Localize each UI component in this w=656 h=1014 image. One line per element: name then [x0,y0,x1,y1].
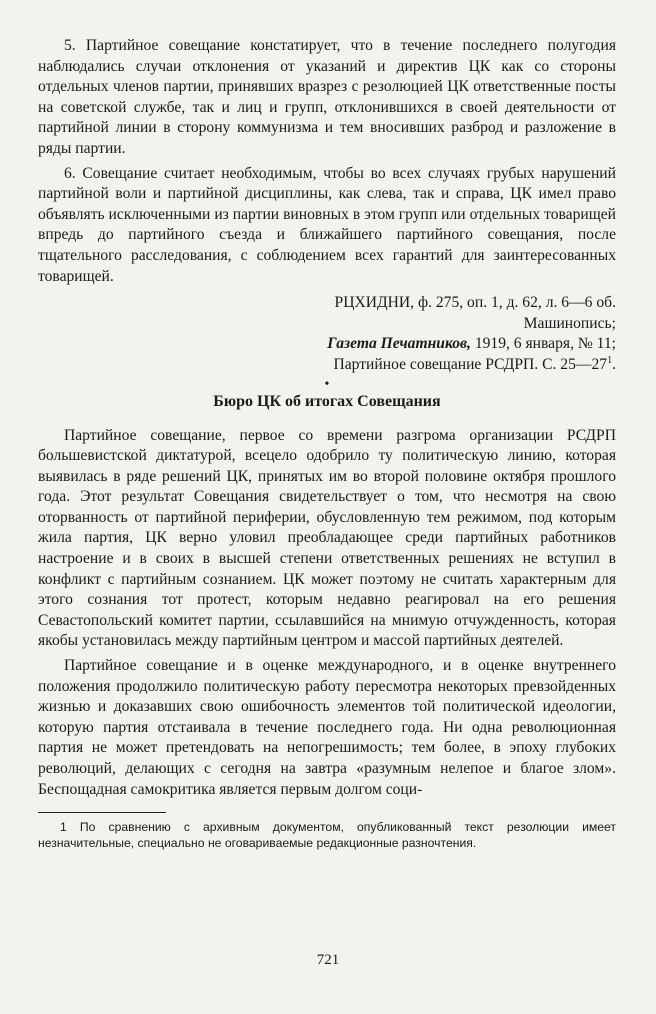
publication-text: Партийное совещание РСДРП. С. 25—27 [333,355,608,373]
footnote-number: 1 [60,820,67,835]
footnote-mark: 1 [607,354,613,366]
paragraph-6: 6. Совещание считает необходимым, чтобы во всех случаях грубых нарушений партийной воли и партийной дисциплины, как слева, так и справа, ЦК имел право объявлять исключенными из партии виновных в этом групп или отдельных товарищей впредь до партийного съезда и ближайшего партийного совещания, после тщательного расследования, с соблюдением всех гарантий для заинтересованных товарищей. [38,164,616,285]
paragraph-5: 5. Партийное совещание констатирует, что в течение последнего полугодия наблюдались случаи отклонения от указаний и директив ЦК как со стороны отдельных членов партии, принявших вразрез с резолюцией ЦК ответственные посты на советской службе, так и лиц и групп, отклонившихся в своей деятельности от партийной линии в сторону коммунизма и тем вносивших разброд и разложение в ряды партии. [38,37,616,157]
footnote-text: По сравнению с архивным документом, опубликованный текст резолюции имеет незначительные, специально не оговариваемые редакционные разночтения. [38,820,616,851]
paragraph-bureau-1: Партийное совещание, первое со времени разгрома организации РСДРП большевистской диктатурой, всецело одобрило ту политическую линию, которая выявилась в ряде решений ЦК, принятых им во второй половине октября прошлого года. Этот результат Совещания свидетельствует о том, что несмотря на свою оторванность от партийной периферии, обусловленную тем режимом, под которым жила партия, ЦК верно уловил преобладающее среди партийных работников настроение и в своих в высшей степени ответственных решениях не вступил в конфликт с партийным сознанием. ЦК может поэтому не считать характерным для этого сознания тот протест, которым недавно реагировал на его решения Севастопольский комитет партии, ссылавшийся на мнимую отчужденность, которая якобы установилась между партийным центром и массой партийных деятелей. [38,426,616,650]
document-type: Машинопись; [523,314,616,332]
publication-reference [38,355,616,376]
source-citation [38,293,616,375]
newspaper-details: 1919, 6 января, № 11; [470,335,616,353]
page-number: 721 [316,952,340,968]
newspaper-reference [38,334,616,355]
publication-end: . [612,355,616,373]
section-separator: • [324,376,330,392]
archive-reference: РЦХИДНИ, ф. 275, оп. 1, д. 62, л. 6—6 об. [334,294,616,312]
paragraph-bureau-2: Партийное совещание и в оценке международного, и в оценке внутреннего положения продолжило политическую работу пересмотра некоторых превзойденных жизнью и доказавших свою ошибочность элементов той политической идеологии, которую партия отстаивала в течение последнего года. Ни одна революционная партия не может претендовать на непогрешимость; тем более, в эпоху глубоких революций, делающих с сегодня на завтра «разумным нелепое и благое злом». Беспощадная самокритика является первым долгом соци- [38,657,616,798]
footnote-rule [38,812,166,813]
newspaper-title: Газета Печатников, [327,335,471,353]
section-heading: Бюро ЦК об итогах Совещания [213,392,441,410]
footnote [38,819,616,851]
